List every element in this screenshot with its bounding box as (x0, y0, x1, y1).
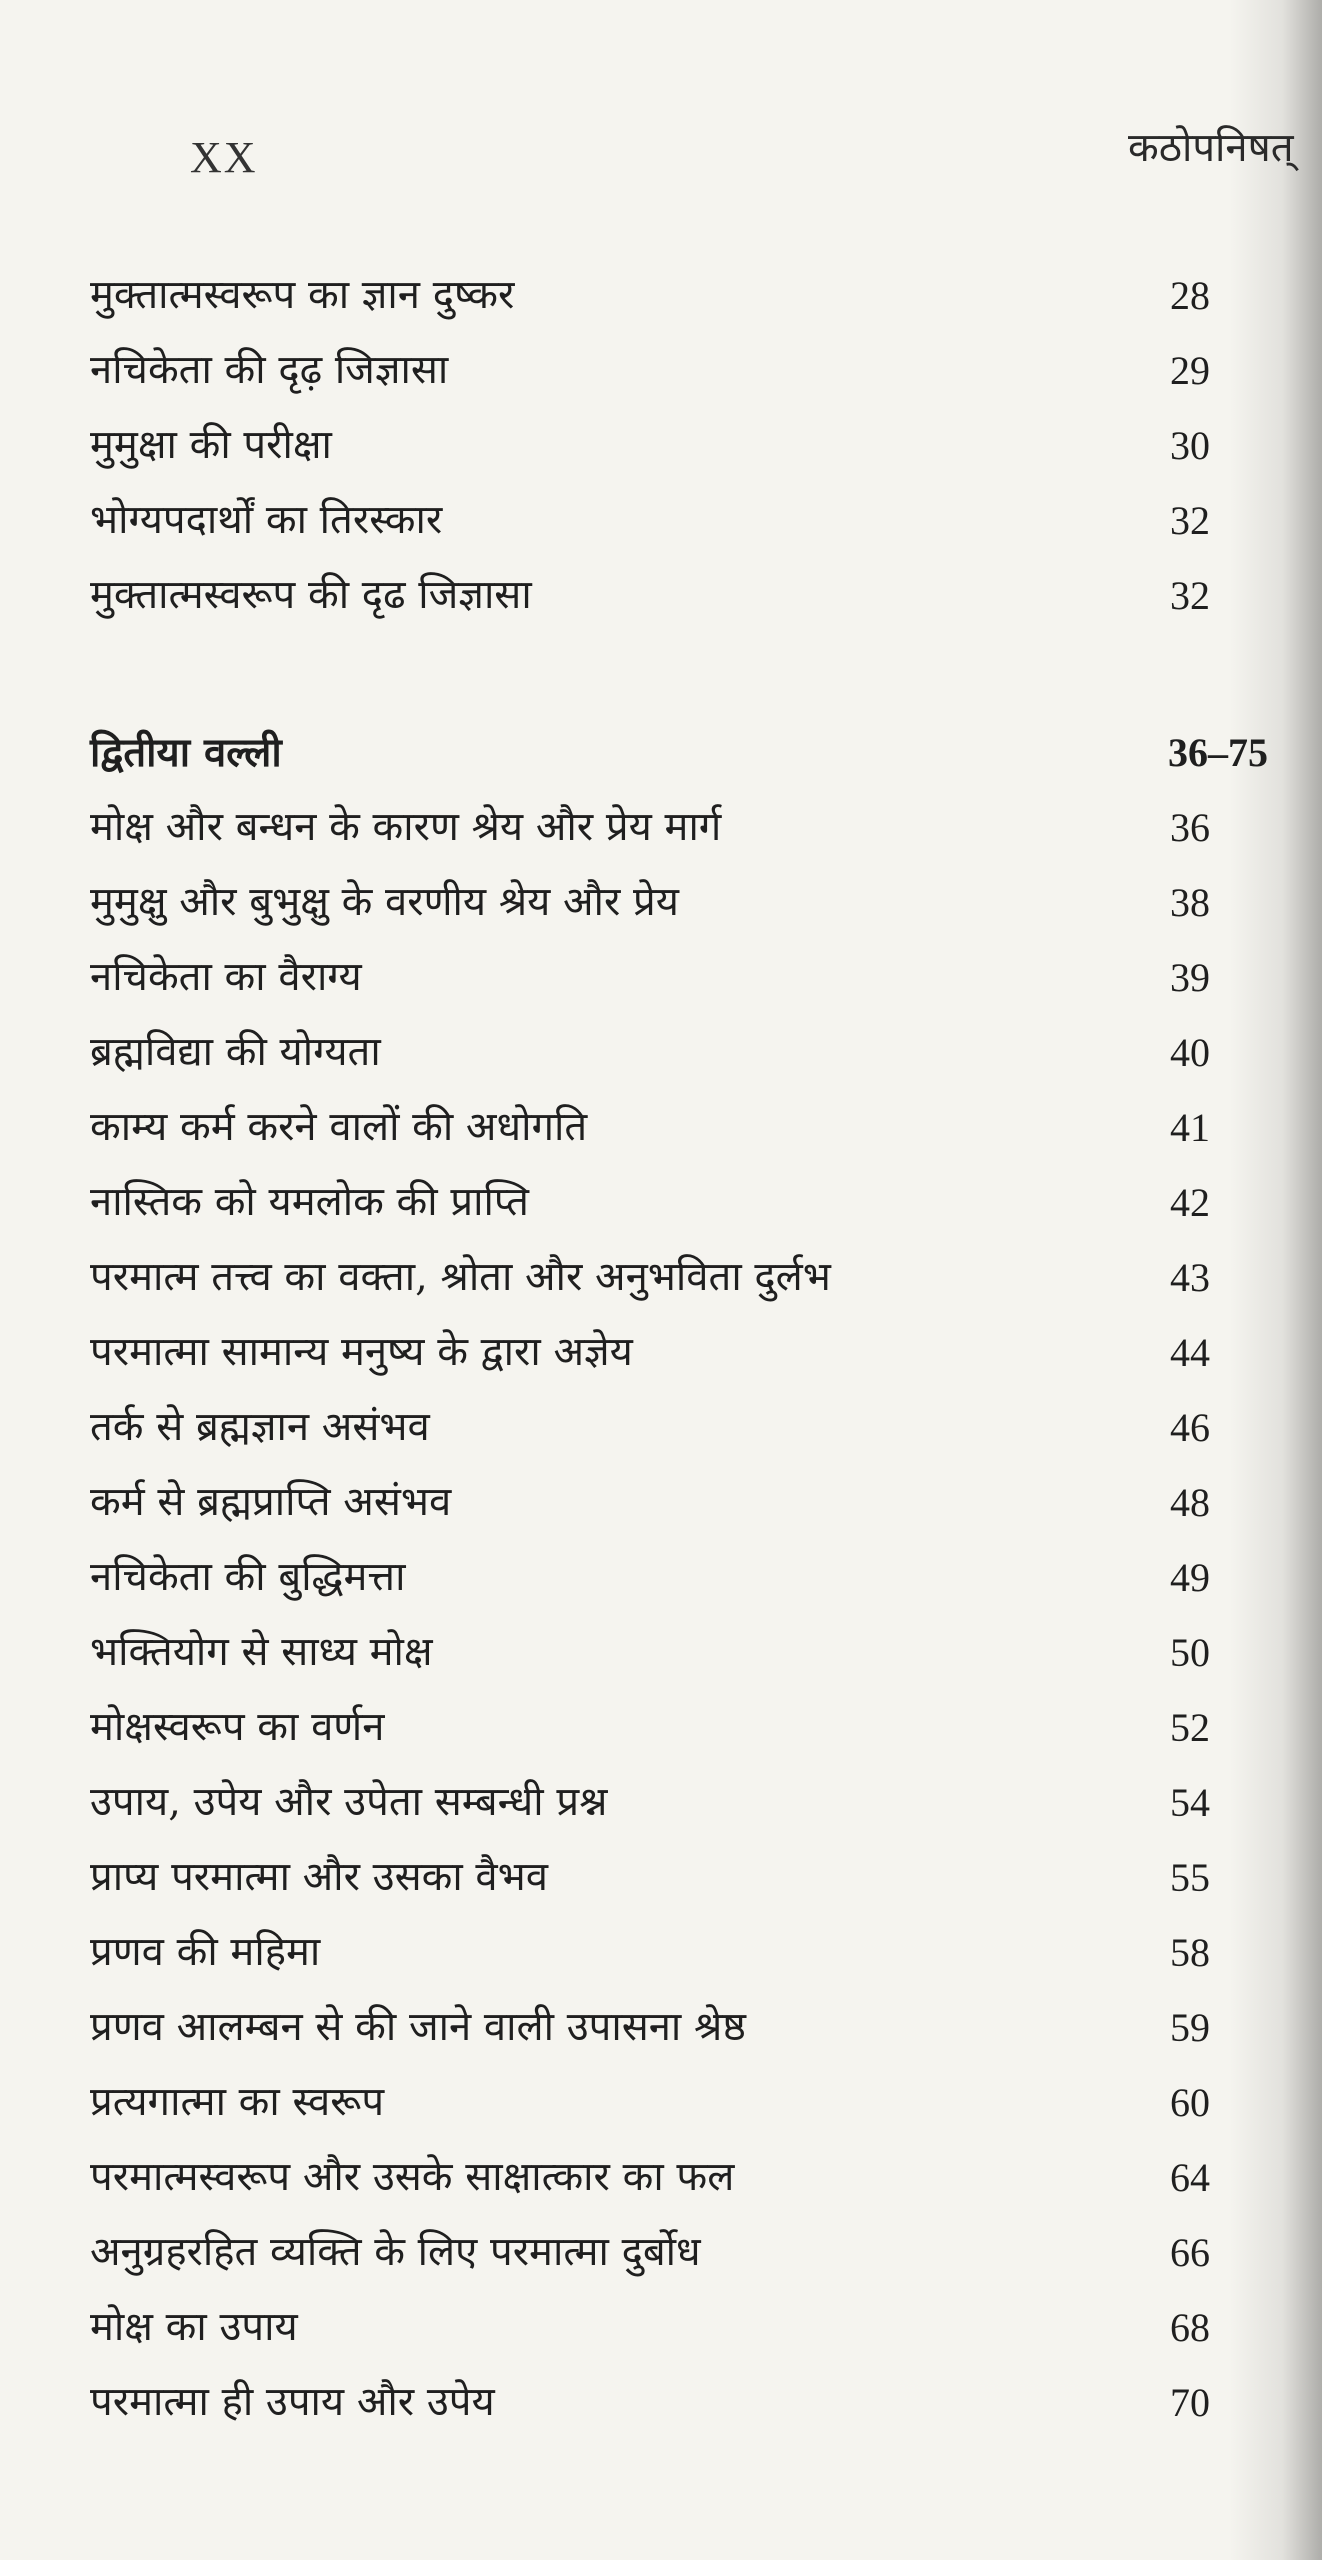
section-heading (90, 715, 1268, 790)
toc-entry (90, 1315, 1250, 1390)
section-heading-pages: 36–75 (1168, 730, 1268, 775)
toc-entry (90, 1915, 1250, 1990)
toc-entry-title: मुमुक्षा की परीक्षा (90, 422, 332, 468)
toc-entry-page: 43 (1170, 1255, 1210, 1300)
toc-entry-title: ब्रह्मविद्या की योग्यता (90, 1029, 381, 1075)
toc-entry-page: 52 (1170, 1705, 1210, 1750)
toc-entry (90, 1615, 1250, 1690)
toc-entry (90, 2065, 1250, 2140)
toc-entry-page: 54 (1170, 1780, 1210, 1825)
toc-entry-title: प्राप्य परमात्मा और उसका वैभव (90, 1854, 549, 1900)
toc-entry (90, 1090, 1250, 1165)
toc-entry-page: 66 (1170, 2230, 1210, 2275)
toc-entry-page: 32 (1170, 573, 1210, 618)
page-header (0, 118, 1322, 198)
toc-entry (90, 2215, 1250, 2290)
toc-entry (90, 333, 1250, 408)
toc-entry-page: 68 (1170, 2305, 1210, 2350)
toc-entry-page: 32 (1170, 498, 1210, 543)
toc-entry (90, 1240, 1250, 1315)
toc-entry (90, 2290, 1250, 2365)
toc-entry-page: 41 (1170, 1105, 1210, 1150)
toc-entry-page: 60 (1170, 2080, 1210, 2125)
toc-entry (90, 483, 1250, 558)
toc-entry-title: अनुग्रहरहित व्यक्ति के लिए परमात्मा दुर्बोध (90, 2229, 701, 2275)
toc-entry-title: नचिकेता की दृढ़ जिज्ञासा (90, 347, 449, 393)
page-number: XX (190, 133, 258, 182)
toc-entry-page: 55 (1170, 1855, 1210, 1900)
toc-group-1 (90, 258, 1250, 633)
toc-entry-page: 40 (1170, 1030, 1210, 1075)
toc-entry-title: मुमुक्षु और बुभुक्षु के वरणीय श्रेय और प्रेय (90, 879, 680, 925)
toc-entry-title: परमात्मस्वरूप और उसके साक्षात्कार का फल (90, 2154, 735, 2200)
toc-entry-title: भोग्यपदार्थों का तिरस्कार (90, 497, 443, 543)
toc-entry-title: नास्तिक को यमलोक की प्राप्ति (90, 1179, 529, 1225)
toc-entry (90, 1840, 1250, 1915)
toc-entry (90, 865, 1250, 940)
toc-entry (90, 1990, 1250, 2065)
toc-entry (90, 408, 1250, 483)
toc-entry (90, 790, 1250, 865)
toc-entry-title: काम्य कर्म करने वालों की अधोगति (90, 1104, 588, 1150)
toc-entry-title: प्रत्यगात्मा का स्वरूप (90, 2079, 385, 2125)
toc-entry-page: 50 (1170, 1630, 1210, 1675)
toc-entry-page: 30 (1170, 423, 1210, 468)
toc-entry-title: प्रणव की महिमा (90, 1929, 321, 1975)
toc-entry-title: मुक्तात्मस्वरूप का ज्ञान दुष्कर (90, 272, 515, 318)
toc-entry-page: 64 (1170, 2155, 1210, 2200)
table-of-contents (90, 258, 1268, 2440)
toc-entry-page: 49 (1170, 1555, 1210, 1600)
toc-entry-title: मोक्ष और बन्धन के कारण श्रेय और प्रेय मार्ग (90, 804, 722, 850)
toc-entry-title: नचिकेता की बुद्धिमत्ता (90, 1554, 406, 1600)
toc-entry (90, 258, 1250, 333)
toc-entry (90, 2140, 1250, 2215)
toc-entry (90, 2365, 1250, 2440)
toc-entry-title: परमात्म तत्त्व का वक्ता, श्रोता और अनुभविता दुर्लभ (90, 1254, 831, 1300)
running-title: कठोपनिषत् (1128, 125, 1294, 171)
toc-entry-page: 44 (1170, 1330, 1210, 1375)
toc-entry (90, 1540, 1250, 1615)
toc-entry (90, 558, 1250, 633)
toc-entry-title: परमात्मा ही उपाय और उपेय (90, 2379, 495, 2425)
toc-entry-title: परमात्मा सामान्य मनुष्य के द्वारा अज्ञेय (90, 1329, 633, 1375)
toc-entry (90, 1390, 1250, 1465)
toc-entry-title: तर्क से ब्रह्मज्ञान असंभव (90, 1404, 430, 1450)
toc-entry-title: मुक्तात्मस्वरूप की दृढ जिज्ञासा (90, 572, 532, 618)
toc-entry-title: कर्म से ब्रह्मप्राप्ति असंभव (90, 1479, 452, 1525)
toc-entry-page: 42 (1170, 1180, 1210, 1225)
toc-entry-page: 28 (1170, 273, 1210, 318)
toc-entry-page: 38 (1170, 880, 1210, 925)
toc-entry (90, 1765, 1250, 1840)
toc-entry-title: नचिकेता का वैराग्य (90, 954, 362, 1000)
toc-entry (90, 1690, 1250, 1765)
toc-group-2 (90, 715, 1268, 2440)
toc-entry-title: प्रणव आलम्बन से की जाने वाली उपासना श्रेष्ठ (90, 2004, 746, 2050)
section-heading-title: द्वितीया वल्ली (90, 729, 282, 776)
toc-entry (90, 1165, 1250, 1240)
toc-entry-page: 48 (1170, 1480, 1210, 1525)
toc-entry-page: 59 (1170, 2005, 1210, 2050)
toc-entry (90, 940, 1250, 1015)
toc-entry-page: 70 (1170, 2380, 1210, 2425)
toc-entry-page: 46 (1170, 1405, 1210, 1450)
toc-entry-title: मोक्षस्वरूप का वर्णन (90, 1704, 385, 1750)
toc-entry-title: उपाय, उपेय और उपेता सम्बन्धी प्रश्न (90, 1779, 608, 1825)
toc-entry-page: 36 (1170, 805, 1210, 850)
toc-entry-page: 39 (1170, 955, 1210, 1000)
toc-entry-title: भक्तियोग से साध्य मोक्ष (90, 1629, 433, 1675)
toc-entry-title: मोक्ष का उपाय (90, 2304, 298, 2350)
toc-entry (90, 1015, 1250, 1090)
toc-entry-page: 58 (1170, 1930, 1210, 1975)
toc-entry-page: 29 (1170, 348, 1210, 393)
toc-entry (90, 1465, 1250, 1540)
